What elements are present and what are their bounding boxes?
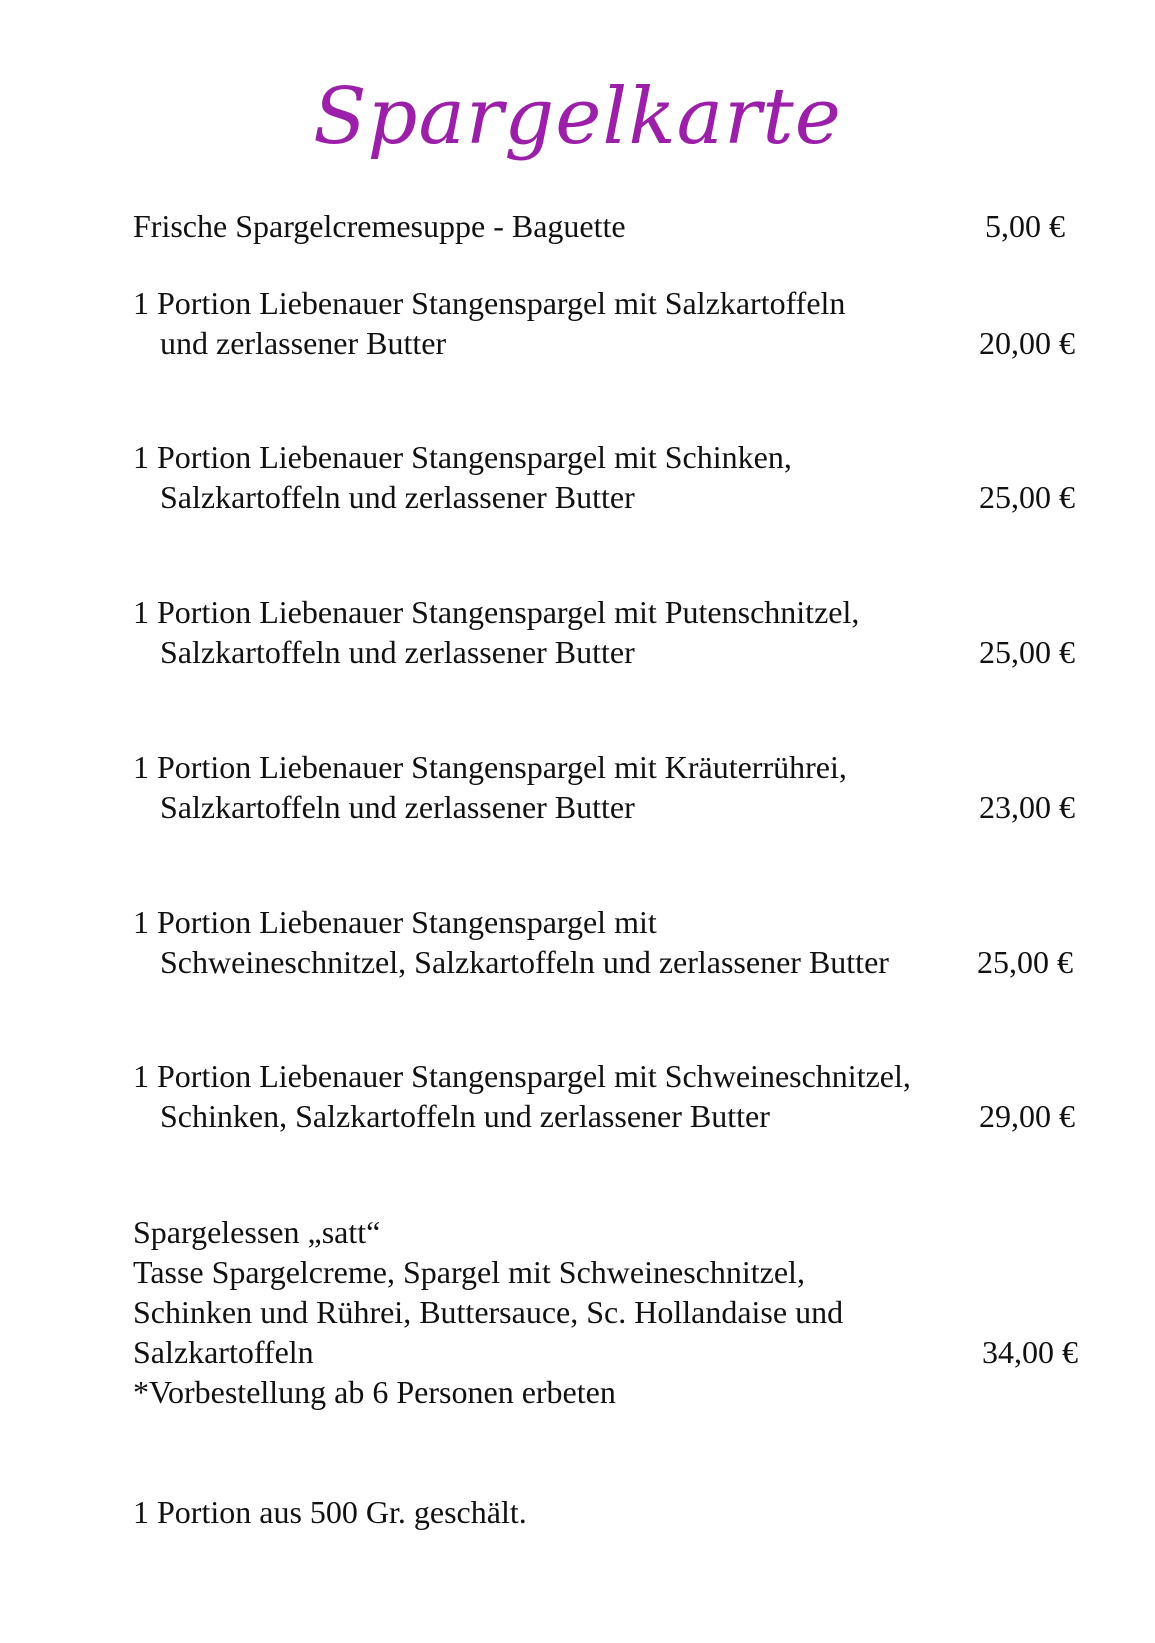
item-price: 25,00 €: [979, 634, 1075, 670]
item-description: Salzkartoffeln und zerlassener Butter: [160, 479, 635, 515]
item-description: 1 Portion Liebenauer Stangenspargel mit Schweineschnitzel,: [133, 1058, 911, 1094]
item-price: 25,00 €: [979, 479, 1075, 515]
item-description: Salzkartoffeln: [133, 1334, 314, 1370]
menu-item-spargelessen-satt: [133, 1212, 1123, 1412]
item-price: 25,00 €: [977, 944, 1073, 980]
menu-item-kraeuterruehrei: [133, 747, 1123, 827]
menu-item-schweineschnitzel: [133, 902, 1123, 982]
item-description: Schinken und Rührei, Buttersauce, Sc. Hollandaise und: [133, 1294, 844, 1330]
item-description: Schweineschnitzel, Salzkartoffeln und zerlassener Butter: [160, 944, 889, 980]
item-description: und zerlassener Butter: [160, 325, 447, 361]
menu-item-soup: [133, 206, 1123, 246]
item-note: *Vorbestellung ab 6 Personen erbeten: [133, 1374, 616, 1410]
item-description: 1 Portion Liebenauer Stangenspargel mit Salzkartoffeln: [133, 285, 846, 321]
item-price: 29,00 €: [979, 1098, 1075, 1134]
item-description: 1 Portion Liebenauer Stangenspargel mit Schinken,: [133, 439, 792, 475]
portion-footnote: 1 Portion aus 500 Gr. geschält.: [133, 1494, 527, 1530]
item-description: Salzkartoffeln und zerlassener Butter: [160, 789, 635, 825]
item-description: Salzkartoffeln und zerlassener Butter: [160, 634, 635, 670]
item-description: 1 Portion Liebenauer Stangenspargel mit Kräuterrührei,: [133, 749, 847, 785]
item-title: Spargelessen „satt“: [133, 1214, 381, 1250]
item-price: 34,00 €: [982, 1334, 1078, 1370]
item-description: Schinken, Salzkartoffeln und zerlassener Butter: [160, 1098, 770, 1134]
menu-item-schweineschnitzel-schinken: [133, 1056, 1123, 1136]
item-price: 5,00 €: [985, 208, 1065, 244]
menu-item-putenschnitzel: [133, 592, 1123, 672]
menu-item-salzkartoffeln: [133, 283, 1123, 363]
item-price: 23,00 €: [979, 789, 1075, 825]
menu-item-schinken: [133, 437, 1123, 517]
item-description: Tasse Spargelcreme, Spargel mit Schweineschnitzel,: [133, 1254, 805, 1290]
item-description: 1 Portion Liebenauer Stangenspargel mit: [133, 904, 657, 940]
item-description: 1 Portion Liebenauer Stangenspargel mit Putenschnitzel,: [133, 594, 860, 630]
item-description: Frische Spargelcremesuppe - Baguette: [133, 208, 626, 244]
menu-title: Spargelkarte: [313, 72, 842, 162]
item-price: 20,00 €: [979, 325, 1075, 361]
